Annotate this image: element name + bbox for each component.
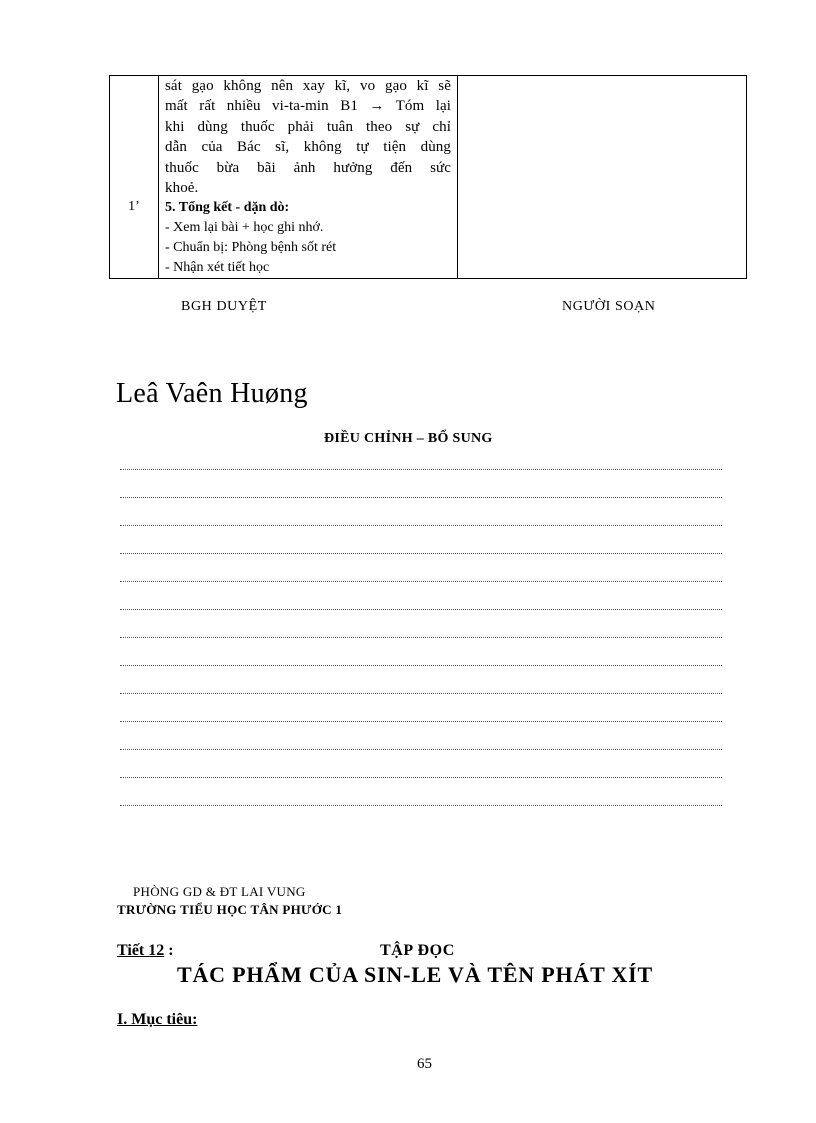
content-line: sát gạo không nên xay kĩ, vo gạo kĩ sẽ: [165, 78, 451, 94]
adjustment-title: ĐIỀU CHỈNH – BỔ SUNG: [324, 431, 493, 446]
content-line: mất rất nhiều vi-ta-min B1 → Tóm lại: [165, 98, 451, 115]
list-item: - Xem lại bài + học ghi nhớ.: [165, 220, 324, 236]
dotted-line: [120, 609, 722, 610]
dotted-line: [120, 665, 722, 666]
lesson-subject: TẬP ĐỌC: [380, 942, 455, 959]
section-heading: 5. Tổng kết - dặn dò:: [165, 200, 290, 216]
list-item: - Chuẩn bị: Phòng bệnh sốt rét: [165, 240, 337, 256]
content-line: dẫn của Bác sĩ, không tự tiện dùng: [165, 139, 451, 156]
lesson-table: [109, 75, 747, 279]
dotted-line: [120, 749, 722, 750]
signature-right: NGƯỜI SOẠN: [562, 299, 656, 314]
school-name: TRƯỜNG TIỂU HỌC TÂN PHƯỚC 1: [117, 902, 343, 917]
lesson-number-suffix: :: [164, 942, 174, 959]
time-cell: [110, 76, 159, 279]
dotted-line: [120, 637, 722, 638]
content-line: khi dùng thuốc phải tuân theo sự chỉ: [165, 118, 451, 135]
dotted-line: [120, 693, 722, 694]
dotted-line: [120, 525, 722, 526]
list-item: - Nhận xét tiết học: [165, 260, 270, 276]
content-line: khoẻ.: [165, 180, 199, 197]
dotted-line: [120, 805, 722, 806]
dotted-line: [120, 469, 722, 470]
page-number: 65: [417, 1056, 432, 1072]
department-name: PHÒNG GD & ĐT LAI VUNG: [133, 884, 306, 899]
time-value: 1’: [128, 199, 140, 214]
content-line: thuốc bừa bãi ảnh hưởng đến sức: [165, 159, 451, 176]
dotted-line: [120, 581, 722, 582]
lesson-number-label: Tiết 12: [117, 942, 165, 959]
content-cell: [159, 76, 458, 279]
signature-left: BGH DUYỆT: [181, 299, 267, 314]
objective-heading: I. Mục tiêu:: [117, 1011, 198, 1028]
dotted-line: [120, 777, 722, 778]
dotted-line: [120, 497, 722, 498]
notes-cell: [458, 76, 747, 279]
lesson-number: [117, 942, 174, 960]
lesson-title: TÁC PHẨM CỦA SIN-LE VÀ TÊN PHÁT XÍT: [177, 962, 654, 987]
author-name: Leâ Vaên Huøng: [116, 378, 308, 409]
dotted-line: [120, 721, 722, 722]
dotted-line: [120, 553, 722, 554]
